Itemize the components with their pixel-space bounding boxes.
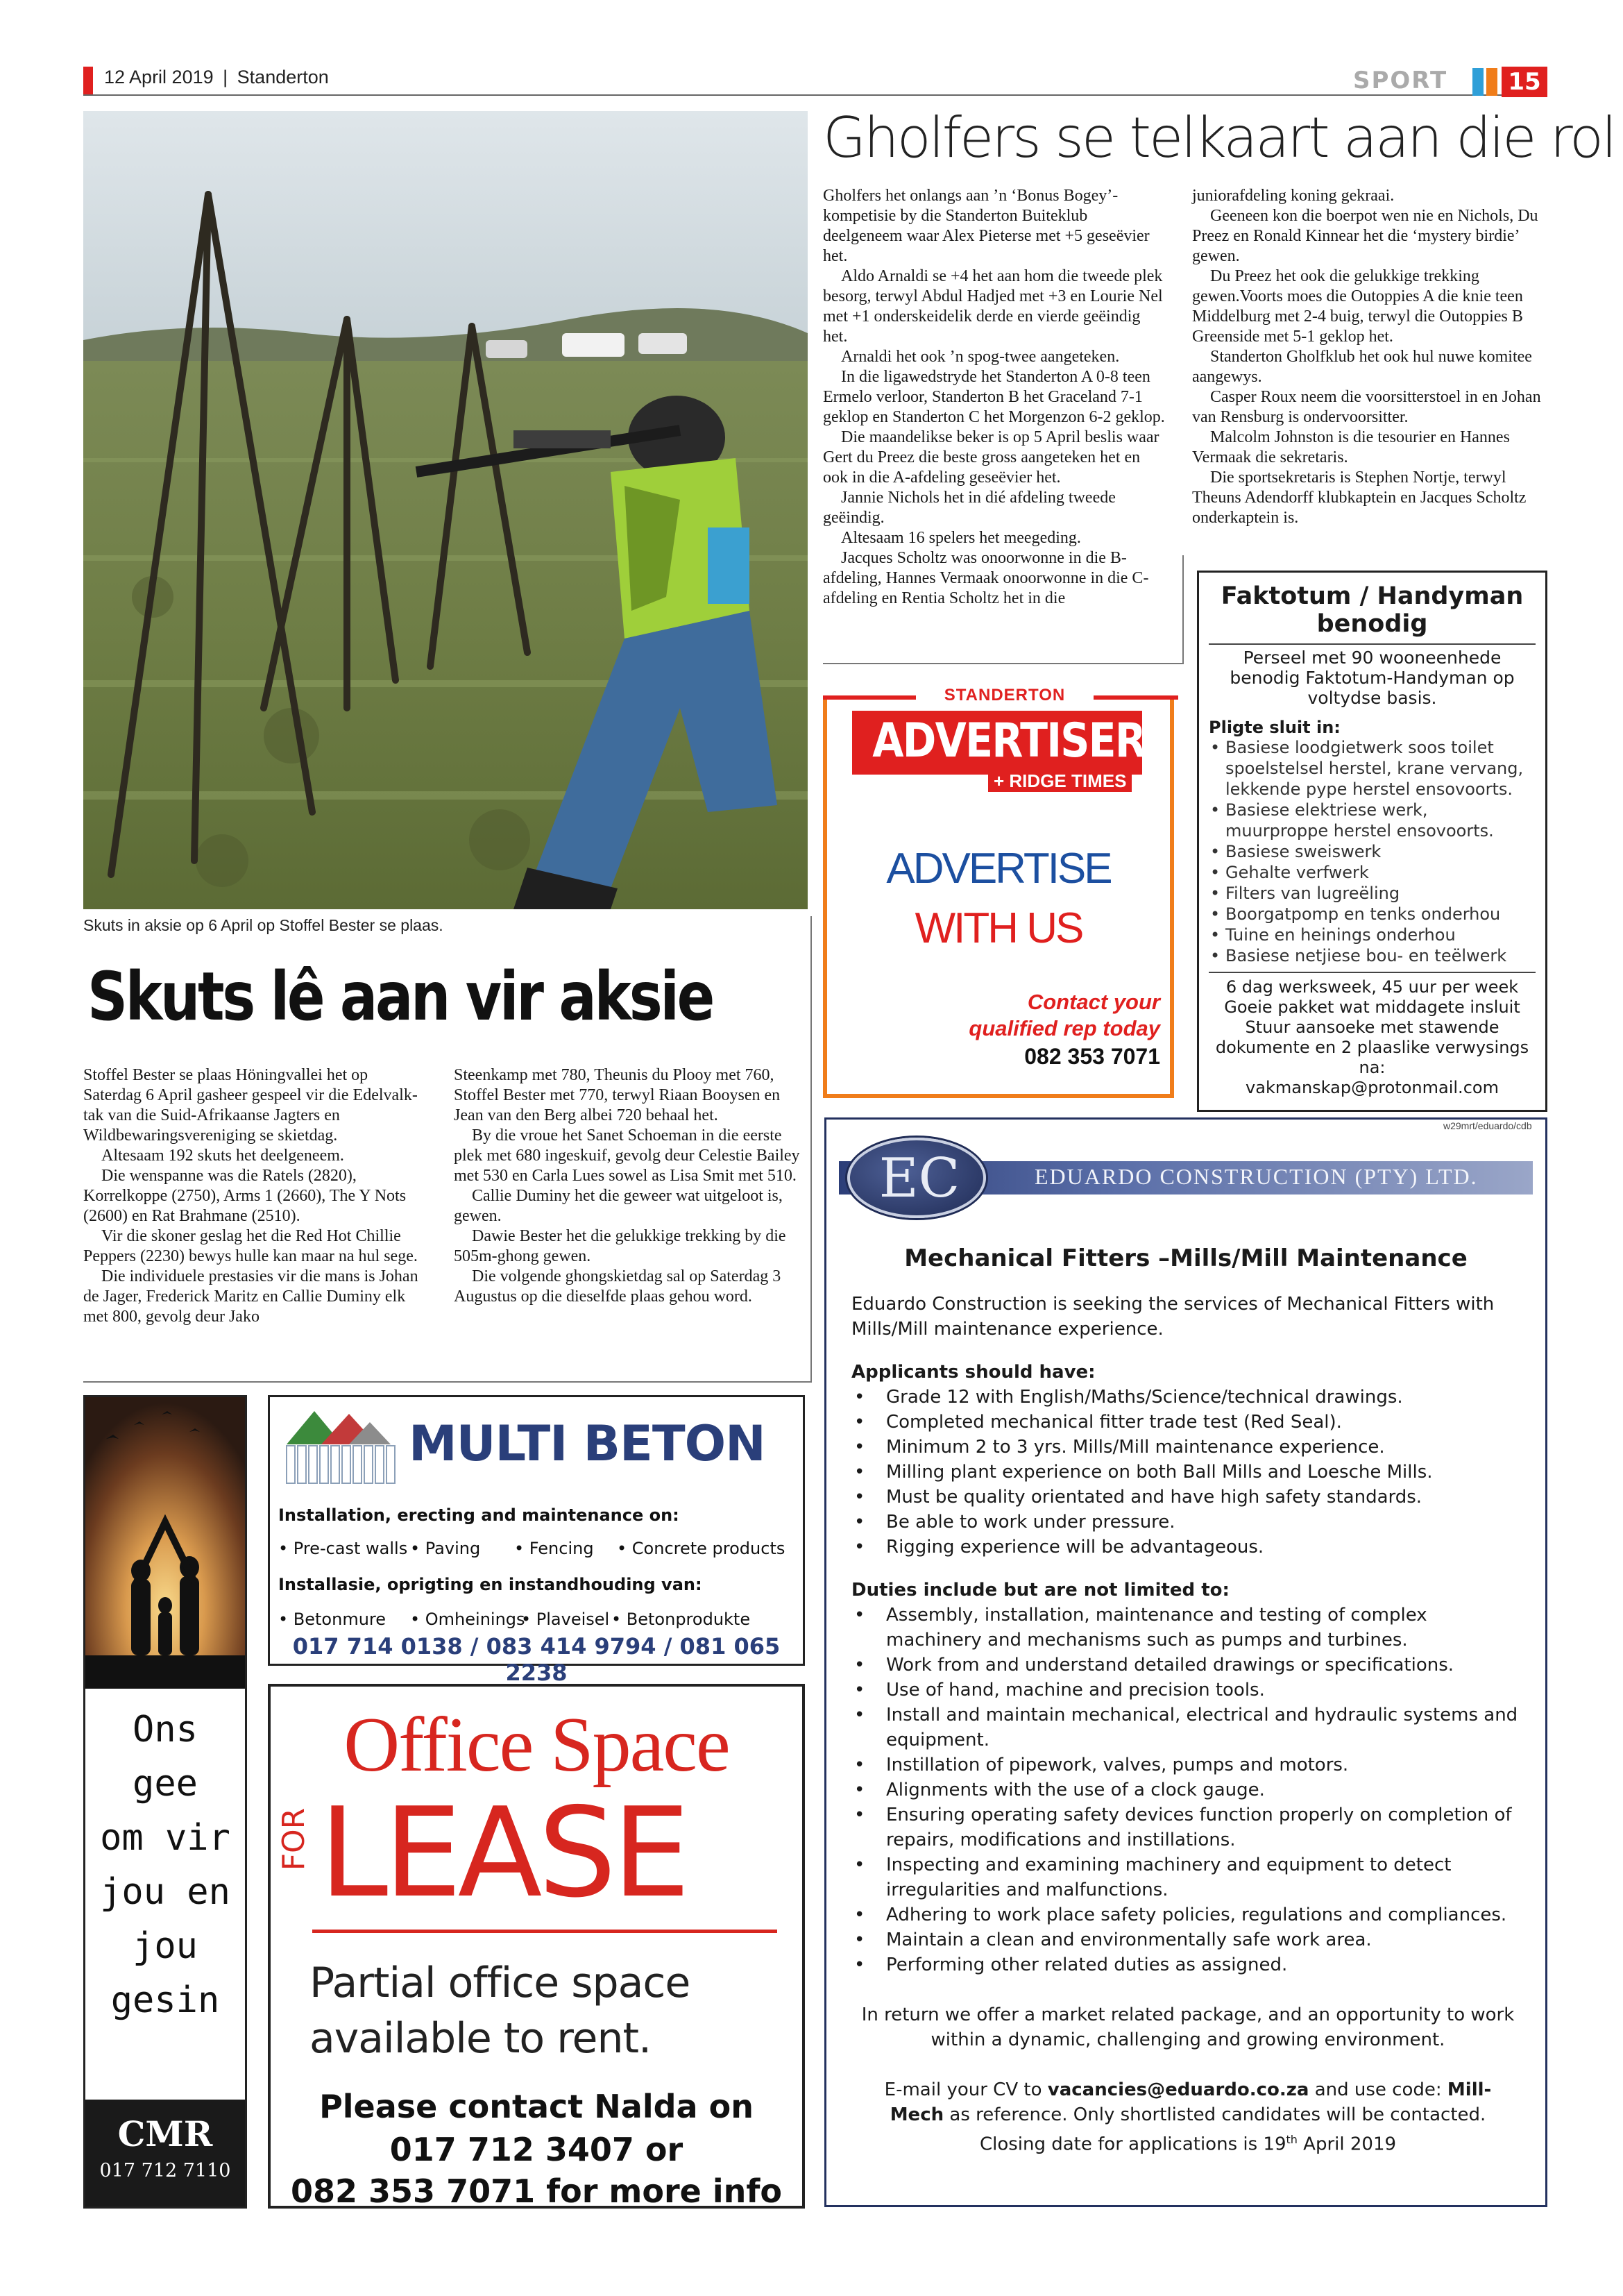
header-rule [83, 94, 1540, 96]
eduardo-duty-item: • Inspecting and examining machinery and equipment to detect irregularities and malfunctions. [851, 1852, 1524, 1902]
faktotum-duties-list [1209, 737, 1536, 966]
office-rule [312, 1930, 777, 1933]
cmr-text-line: jou en [100, 1871, 230, 1913]
eduardo-have-item: • Milling plant experience on both Ball Mills and Loesche Mills. [851, 1460, 1524, 1485]
eduardo-email-post: as reference. Only shortlisted candidates will be contacted. [949, 2104, 1486, 2125]
golf-paragraph: Die sportsekretaris is Stephen Nortje, terwyl Theuns Adendorff klubkaptein en Jacques Scholtz onderkaptein is. [1192, 469, 1527, 527]
golf-paragraph: Die maandelikse beker is op 5 April beslis waar Gert du Preez die beste gross aangeteken het en ook in die A-afdeling geseëvier het. [823, 428, 1159, 487]
eduardo-duty-item: • Assembly, installation, maintenance and testing of complex machinery and mechanisms such as pumps and turbines. [851, 1603, 1524, 1653]
faktotum-duty: • Gehalte verfwerk [1209, 862, 1536, 883]
faktotum-duty: • Boorgatpomp en tenks onderhou [1209, 904, 1536, 925]
eduardo-closing [851, 2127, 1524, 2157]
advertiser-subbrand: + RIDGE TIMES [988, 770, 1132, 792]
cmr-ad [83, 1395, 247, 2209]
cmr-text-line: om vir [100, 1817, 230, 1859]
eduardo-have-item: • Rigging experience will be advantageous. [851, 1535, 1524, 1560]
shooting-paragraph: Steenkamp met 780, Theunis du Plooy met 760, Stoffel Bester met 770, terwyl Riaan Booysen en Jean van den Berg albei 720 behaal het. [454, 1066, 781, 1124]
golf-paragraph: Jacques Scholtz was onoorwonne in die B-afdeling, Hannes Vermaak onoorwonne in die C-afdeling en Rentia Scholtz het in die [823, 549, 1149, 607]
eduardo-duty-item: • Adhering to work place safety policies, regulations and compliances. [851, 1902, 1524, 1927]
shooting-paragraph: Die wenspanne was die Ratels (2820), Korrelkoppe (2750), Arms 1 (2660), The Y Nots (2600) en Rat Brahmane (2510). [83, 1167, 407, 1225]
advertiser-top-bar-left [823, 695, 916, 700]
office-desc-2: available to rent. [309, 2014, 652, 2063]
section-color-bar-blue [1472, 68, 1484, 96]
shooting-paragraph: Dawie Bester het die gelukkige trekking by die 505m-ghong gewen. [454, 1227, 786, 1265]
header-town: Standerton [237, 67, 329, 87]
faktotum-title-rule [1209, 643, 1536, 645]
eduardo-duty-item: • Performing other related duties as assigned. [851, 1952, 1524, 1977]
faktotum-duty: • Filters van lugreëling [1209, 883, 1536, 904]
faktotum-duty: • Basiese netjiese bou- en teëlwerk [1209, 945, 1536, 966]
shooting-photo-illustration [83, 111, 808, 909]
faktotum-duty: • Basiese sweiswerk [1209, 841, 1536, 862]
shooting-headline: Skuts lê aan vir aksie [87, 958, 713, 1036]
office-contact-2[interactable]: 017 712 3407 or [389, 2131, 683, 2168]
eduardo-email[interactable]: vacancies@eduardo.co.za [1047, 2079, 1309, 2100]
shooting-paragraph: Die individuele prestasies vir die mans is Johan de Jager, Frederick Maritz en Callie Duminy elk met 800, gevolg deur Jako [83, 1267, 418, 1326]
multibeton-name: MULTI BETON [409, 1415, 765, 1472]
eduardo-logo-text: EC [878, 1147, 960, 1210]
eduardo-company: EDUARDO CONSTRUCTION (PTY) LTD. [1035, 1164, 1478, 1189]
golf-paragraph: juniorafdeling koning gekraai. [1192, 187, 1395, 205]
office-contact-3[interactable]: 082 353 7071 for more info [291, 2172, 782, 2210]
shooting-paragraph: Altesaam 192 skuts het deelgeneem. [101, 1147, 344, 1165]
with-us-line: WITH US [915, 904, 1082, 952]
eduardo-duty-item: • Use of hand, machine and precision tools. [851, 1678, 1524, 1703]
advertiser-top-bar-right [1094, 695, 1178, 700]
advertiser-logo-box [852, 711, 1146, 775]
golf-paragraph: Altesaam 16 spelers het meegeding. [841, 529, 1081, 547]
golf-paragraph: Jannie Nichols het in dié afdeling tweede geëindig. [823, 489, 1116, 527]
advertiser-contact-1: Contact your [1027, 990, 1160, 1014]
multibeton-item: • Pre-cast walls [278, 1539, 408, 1558]
cmr-text-line: Ons [133, 1709, 198, 1750]
multibeton-item: • Fencing [514, 1539, 594, 1558]
multibeton-item: • Paving [410, 1539, 481, 1558]
office-title: Office Space [343, 1702, 729, 1788]
shooting-paragraph: Die volgende ghongskietdag sal op Saterdag 3 Augustus op die dieselfde plaas gehou word. [454, 1267, 781, 1306]
header-red-marker [83, 67, 93, 94]
eduardo-email-mid: and use code: [1314, 2079, 1442, 2100]
eduardo-have-item: • Grade 12 with English/Maths/Science/technical drawings. [851, 1385, 1524, 1410]
multibeton-item: • Betonmure [278, 1610, 386, 1629]
eduardo-content [851, 1292, 1524, 2157]
eduardo-duty-item: • Maintain a clean and environmentally safe work area. [851, 1927, 1524, 1952]
eduardo-have-label: Applicants should have: [851, 1362, 1096, 1383]
eduardo-title: Mechanical Fitters –Mills/Mill Maintenance [904, 1244, 1468, 1272]
golf-paragraph: Standerton Gholfklub het ook hul nuwe komitee aangewys. [1192, 348, 1532, 386]
cmr-text-line: gesin [110, 1980, 220, 2021]
multibeton-install-en: Installation, erecting and maintenance on: [278, 1505, 679, 1525]
multibeton-items-en [278, 1539, 799, 1558]
shooting-paragraph: Stoffel Bester se plaas Höningvallei het op Saterdag 6 April gasheer gespeel vir die Edelvalk-tak van die Suid-Afrikaanse Jagters en Wildbewaringsvereniging se skietdag. [83, 1066, 418, 1145]
eduardo-email-pre: E-mail your CV to [884, 2079, 1042, 2100]
golf-article-side-rule [1182, 555, 1184, 664]
advertiser-phone[interactable]: 082 353 7071 [1024, 1044, 1160, 1069]
eduardo-email-line [851, 2077, 1524, 2127]
multibeton-items-af [278, 1610, 799, 1629]
faktotum-footer-rule [1209, 972, 1536, 973]
faktotum-intro: Perseel met 90 wooneenhede benodig Faktotum-Handyman op voltydse basis. [1230, 648, 1515, 708]
section-label: SPORT [1353, 67, 1448, 94]
faktotum-duty: • Basiese elektriese werk, muurproppe herstel ensovoorts. [1209, 800, 1536, 841]
multibeton-ad [268, 1395, 805, 1686]
shooting-photo [83, 111, 808, 909]
eduardo-duties-label: Duties include but are not limited to: [851, 1580, 1230, 1601]
eduardo-closing-sup: th [1286, 2133, 1298, 2146]
faktotum-duty: • Tuine en heinings onderhou [1209, 925, 1536, 945]
eduardo-duty-item: • Install and maintain mechanical, electrical and hydraulic systems and equipment. [851, 1703, 1524, 1753]
shooting-article-side-rule [810, 916, 812, 1383]
shooting-article-rule [83, 1381, 812, 1383]
cmr-text-block [85, 1703, 245, 2027]
shooting-column-1 [83, 1065, 423, 1327]
faktotum-ad [1197, 571, 1547, 1112]
multibeton-item: • Betonprodukte [611, 1610, 751, 1629]
page-number: 15 [1502, 67, 1547, 97]
multibeton-phones[interactable]: 017 714 0138 / 083 414 9794 / 081 065 2238 [292, 1633, 781, 1686]
eduardo-have-item: • Minimum 2 to 3 yrs. Mills/Mill maintenance experience. [851, 1435, 1524, 1460]
faktotum-duty: • Basiese loodgietwerk soos toilet spoelstelsel herstel, krane vervang, lekkende pype herstel ensovoorts. [1209, 737, 1536, 800]
multibeton-logo-icon [280, 1404, 398, 1487]
eduardo-duty-item: • Alignments with the use of a clock gauge. [851, 1778, 1524, 1803]
golf-paragraph: Casper Roux neem die voorsitterstoel in en Johan van Rensburg is ondervoorsitter. [1192, 388, 1541, 426]
golf-paragraph: Geeneen kon die boerpot wen nie en Nichols, Du Preez en Ronald Kinnear het die ‘mystery birdie’ gewen. [1192, 207, 1538, 265]
eduardo-ad [824, 1117, 1547, 2207]
golf-article-rule [823, 663, 1184, 664]
golf-paragraph: Arnaldi het ook ’n spog-twee aangeteken. [841, 348, 1120, 366]
faktotum-ref: w29mrt/eduardo/cdb [1443, 1120, 1532, 1131]
eduardo-closing-pre: Closing date for applications is 19 [979, 2134, 1286, 2155]
golf-headline: Gholfers se telkaart aan die rol [823, 105, 1615, 170]
cmr-logo: CMR [117, 2113, 213, 2154]
office-desc-1: Partial office space [309, 1959, 690, 2007]
golf-paragraph: Gholfers het onlangs aan ’n ‘Bonus Bogey’-kompetisie by die Standerton Buiteklub deelgeneem waar Alex Pieterse met +5 geseëvier het. [823, 187, 1150, 265]
advertiser-ad [823, 686, 1174, 1098]
office-for: FOR [276, 1807, 312, 1871]
cmr-phone[interactable]: 017 712 7110 [99, 2160, 231, 2181]
eduardo-duty-item: • Ensuring operating safety devices function properly on completion of repairs, modifications and instillations. [851, 1803, 1524, 1852]
golf-paragraph: In die ligawedstryde het Standerton A 0-8 teen Ermelo verloor, Standerton B het Graceland 7-1 geklop en Standerton C het Morgenzon 6-2 geklop. [823, 368, 1165, 426]
golf-column-2 [1192, 186, 1547, 528]
cmr-text-line: gee [133, 1763, 198, 1805]
eduardo-code: Mill-Mech [890, 2079, 1492, 2125]
multibeton-item: • Omheinings [410, 1610, 525, 1629]
eduardo-have-item: • Be able to work under pressure. [851, 1510, 1524, 1535]
golf-paragraph: Du Preez het ook die gelukkige trekking gewen.Voorts moes die Outoppies A die knie teen Middelburg met 2-4 buig, terwyl die Outoppies B Greenside met 5-1 geklop het. [1192, 267, 1523, 346]
faktotum-email[interactable]: vakmanskap@protonmail.com [1246, 1078, 1499, 1097]
office-contact-1: Please contact Nalda on [319, 2088, 754, 2125]
advertiser-contact-2: qualified rep today [969, 1016, 1160, 1040]
header-date: 12 April 2019 [104, 67, 214, 87]
advertise-line: ADVERTISE [886, 845, 1111, 893]
header-separator: | [223, 67, 228, 87]
photo-caption: Skuts in aksie op 6 April op Stoffel Bester se plaas. [83, 916, 443, 934]
cmr-footer [85, 2100, 245, 2206]
multibeton-item: • Concrete products [617, 1539, 785, 1558]
eduardo-have-list [851, 1385, 1524, 1560]
eduardo-duty-item: • Work from and understand detailed drawings or specifications. [851, 1653, 1524, 1678]
eduardo-closing-post: April 2019 [1297, 2134, 1397, 2155]
golf-paragraph: Aldo Arnaldi se +4 het aan hom die tweede plek besorg, terwyl Abdul Hadjed met +3 en Lourie Nel met +1 onderskeidelik derde en vierde geëindig het. [823, 267, 1163, 346]
multibeton-install-af: Installasie, oprigting en instandhouding van: [278, 1575, 702, 1594]
advertiser-top-label: STANDERTON [944, 686, 1066, 704]
eduardo-intro: Eduardo Construction is seeking the services of Mechanical Fitters with Mills/Mill maintenance experience. [851, 1294, 1495, 1340]
eduardo-have-item: • Must be quality orientated and have high safety standards. [851, 1485, 1524, 1510]
family-sunset-image [85, 1397, 245, 1689]
multibeton-item: • Plaveisel [521, 1610, 610, 1629]
faktotum-duties-label: Pligte sluit in: [1209, 718, 1341, 737]
eduardo-logo [847, 1138, 986, 1218]
faktotum-title: Faktotum / Handyman benodig [1221, 582, 1524, 638]
shooting-paragraph: Callie Duminy het die geweer wat uitgeloot is, gewen. [454, 1187, 783, 1225]
golf-column-1 [823, 186, 1169, 609]
office-lease: LEASE [319, 1781, 686, 1925]
shooting-paragraph: Vir die skoner geslag het die Red Hot Chillie Peppers (2230) bewys hulle kan maar na hul sege. [83, 1227, 418, 1265]
eduardo-have-item: • Completed mechanical fitter trade test (Red Seal). [851, 1410, 1524, 1435]
advertiser-brand: ADVERTISER [872, 714, 1146, 768]
office-ad [268, 1684, 805, 2209]
golf-paragraph: Malcolm Johnston is die tesourier en Hannes Vermaak die sekretaris. [1192, 428, 1510, 466]
eduardo-offer: In return we offer a market related package, and an opportunity to work within a dynamic, challenging and growing environment. [861, 2004, 1515, 2050]
shooting-column-2 [454, 1065, 801, 1307]
header-dateline [104, 67, 329, 88]
eduardo-duty-item: • Instillation of pipework, valves, pumps and motors. [851, 1753, 1524, 1778]
cmr-text-line: jou [133, 1925, 198, 1967]
shooting-paragraph: By die vroue het Sanet Schoeman in die eerste plek met 680 ingeskuif, gevolg deur Celestie Bailey met 530 en Carla Lues sowel as Lisa Smit met 510. [454, 1126, 800, 1185]
eduardo-duties-list [851, 1603, 1524, 1977]
section-color-bar-orange [1486, 68, 1497, 96]
faktotum-footer: 6 dag werksweek, 45 uur per week Goeie pakket wat middagete insluit Stuur aansoeke met stawende dokumente en 2 plaaslike verwysings na: [1215, 977, 1529, 1077]
